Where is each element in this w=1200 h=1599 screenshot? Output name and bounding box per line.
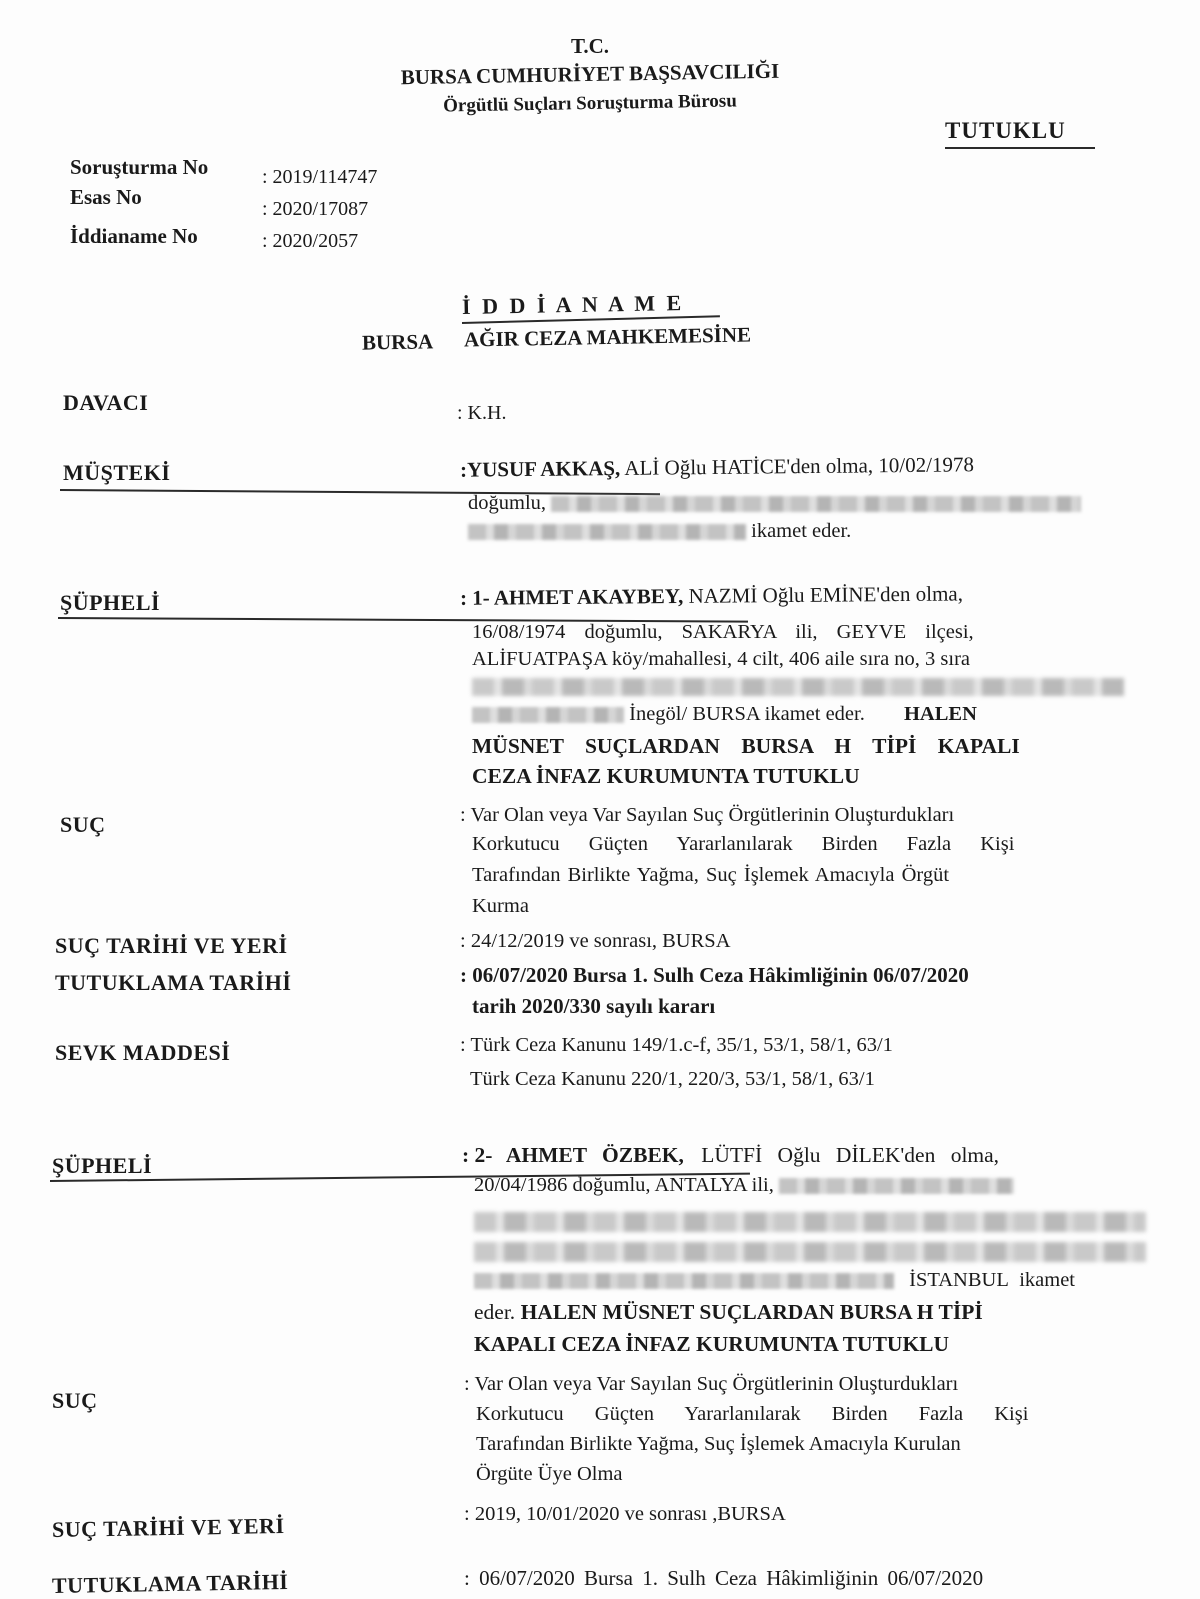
suspect1-suc-line: Kurma (472, 895, 529, 917)
suspect2-suc-line: : Var Olan veya Var Sayılan Suç Örgütlerinin Oluşturdukları (464, 1373, 959, 1395)
suspect1-suc-line: Tarafından Birlikte Yağma, Suç İşlemek Amacıyla Örgüt (472, 864, 950, 886)
suspect2-halen: HALEN MÜSNET SUÇLARDAN BURSA H TİPİ (520, 1300, 983, 1324)
meta-label-esas: Esas No (70, 185, 142, 209)
redacted-address (472, 678, 1124, 696)
musteki-ikamet: ikamet eder. (751, 520, 852, 542)
redacted-address (472, 707, 624, 723)
suspect2-line6 (474, 1269, 1075, 1292)
status-tutuklu: TUTUKLU (945, 118, 1066, 143)
court-prefix: BURSA (361, 329, 434, 355)
musteki-label: MÜŞTEKİ (63, 460, 171, 485)
meta-label-iddianame: İddianame No (70, 224, 198, 248)
suspect1-arrest-line2: tarih 2020/330 sayılı kararı (472, 994, 716, 1018)
suspect2-arrest-line1: : 06/07/2020 Bursa 1. Sulh Ceza Hâkimliğinin 06/07/2020 (464, 1566, 984, 1590)
musteki-name: :YUSUF AKKAŞ, (459, 456, 621, 482)
suspect2-dogum: 20/04/1986 doğumlu, ANTALYA ili, (474, 1174, 774, 1196)
suspect1-halen: HALEN (903, 703, 977, 725)
suspect1-line1-rest: NAZMİ Oğlu EMİNE'den olma, (688, 581, 964, 608)
suspect1-suc-line: : Var Olan veya Var Sayılan Suç Örgütlerinin Oluşturdukları (460, 804, 955, 826)
suspect1-arrest-label: TUTUKLAMA TARİHİ (55, 970, 292, 995)
suspect2-label: ŞÜPHELİ (52, 1153, 153, 1178)
redacted-address (779, 1178, 1014, 1194)
suspect1-name: : 1- AHMET AKAYBEY, (459, 583, 684, 610)
suspect1-line2: 16/08/1974 doğumlu, SAKARYA ili, GEYVE ilçesi, (472, 621, 974, 643)
musteki-dogumlu: doğumlu, (468, 492, 547, 514)
meta-label-sorusturma: Soruşturma No (70, 155, 209, 179)
meta-value-esas: : 2020/17087 (262, 198, 369, 220)
suspect2-suc-label: SUÇ (52, 1388, 98, 1413)
suspect2-line7 (474, 1300, 983, 1325)
suspect1-suc-line: Korkutucu Güçten Yararlanılarak Birden Fazla Kişi (472, 833, 1015, 855)
suspect2-prefix: : 2- (462, 1143, 493, 1167)
suspect2-name: AHMET ÖZBEK, (505, 1143, 684, 1167)
davaci-label: DAVACI (63, 390, 149, 415)
redacted-address (468, 524, 746, 540)
header-tc: T.C. (570, 34, 610, 58)
suspect1-line3: ALİFUATPAŞA köy/mahallesi, 4 cilt, 406 aile sıra no, 3 sıra (472, 648, 971, 670)
suspect2-suc-line: Korkutucu Güçten Yararlanılarak Birden Fazla Kişi (476, 1403, 1029, 1425)
header-office: BURSA CUMHURİYET BAŞSAVCILIĞI (400, 58, 780, 90)
suspect1-suc-label: SUÇ (60, 812, 106, 837)
suspect2-line1 (462, 1143, 999, 1168)
redacted-address (551, 496, 1081, 512)
suspect1-label: ŞÜPHELİ (60, 590, 161, 615)
suspect1-sevk-line1: : Türk Ceza Kanunu 149/1.c-f, 35/1, 53/1, 58/1, 63/1 (460, 1034, 893, 1056)
status-underline (945, 147, 1095, 149)
redacted-address (474, 1212, 1146, 1232)
suspect2-line2 (474, 1174, 1014, 1197)
suspect1-city: İnegöl/ BURSA ikamet eder. (629, 703, 865, 725)
header-bureau: Örgütlü Suçları Soruşturma Bürosu (442, 90, 737, 117)
suspect1-sevk-label: SEVK MADDESİ (55, 1040, 231, 1065)
iddianame-title: İ D D İ A N A M E (461, 290, 685, 319)
suspect2-line8: KAPALI CEZA İNFAZ KURUMUNTA TUTUKLU (474, 1332, 950, 1356)
suspect2-date-value: : 2019, 10/01/2020 ve sonrası ,BURSA (464, 1503, 786, 1525)
meta-value-sorusturma: : 2019/114747 (262, 166, 378, 188)
court-name: AĞIR CEZA MAHKEMESİNE (463, 322, 752, 352)
suspect1-line6: MÜSNET SUÇLARDAN BURSA H TİPİ KAPALI (472, 734, 1020, 758)
suspect1-date-value: : 24/12/2019 ve sonrası, BURSA (460, 930, 731, 952)
suspect2-city: İSTANBUL ikamet (909, 1269, 1075, 1291)
suspect1-line5 (472, 703, 977, 726)
suspect2-date-label: SUÇ TARİHİ VE YERİ (51, 1512, 285, 1543)
suspect1-sevk-line2: Türk Ceza Kanunu 220/1, 220/3, 53/1, 58/1, 63/1 (470, 1068, 875, 1090)
suspect2-eder: eder. (474, 1300, 516, 1324)
suspect2-arrest-label: TUTUKLAMA TARİHİ (51, 1568, 289, 1599)
suspect1-line7: CEZA İNFAZ KURUMUNTA TUTUKLU (472, 764, 860, 788)
davaci-value: : K.H. (457, 402, 507, 424)
musteki-line2 (468, 492, 1081, 515)
redacted-address (474, 1242, 1146, 1262)
suspect1-line1 (460, 580, 1120, 611)
musteki-line1-rest: ALİ Oğlu HATİCE'den olma, 10/02/1978 (624, 452, 975, 480)
suspect2-suc-line: Tarafından Birlikte Yağma, Suç İşlemek Amacıyla Kurulan (476, 1433, 961, 1455)
musteki-line3 (468, 520, 851, 543)
suspect1-date-label: SUÇ TARİHİ VE YERİ (55, 933, 288, 958)
meta-value-iddianame: : 2020/2057 (262, 230, 359, 252)
musteki-line1 (460, 452, 974, 482)
suspect1-arrest-line1: : 06/07/2020 Bursa 1. Sulh Ceza Hâkimliğinin 06/07/2020 (460, 963, 969, 987)
suspect2-suc-line: Örgüte Üye Olma (476, 1463, 623, 1485)
redacted-address (474, 1273, 894, 1289)
suspect2-line1-rest: LÜTFİ Oğlu DİLEK'den olma, (701, 1143, 1000, 1167)
